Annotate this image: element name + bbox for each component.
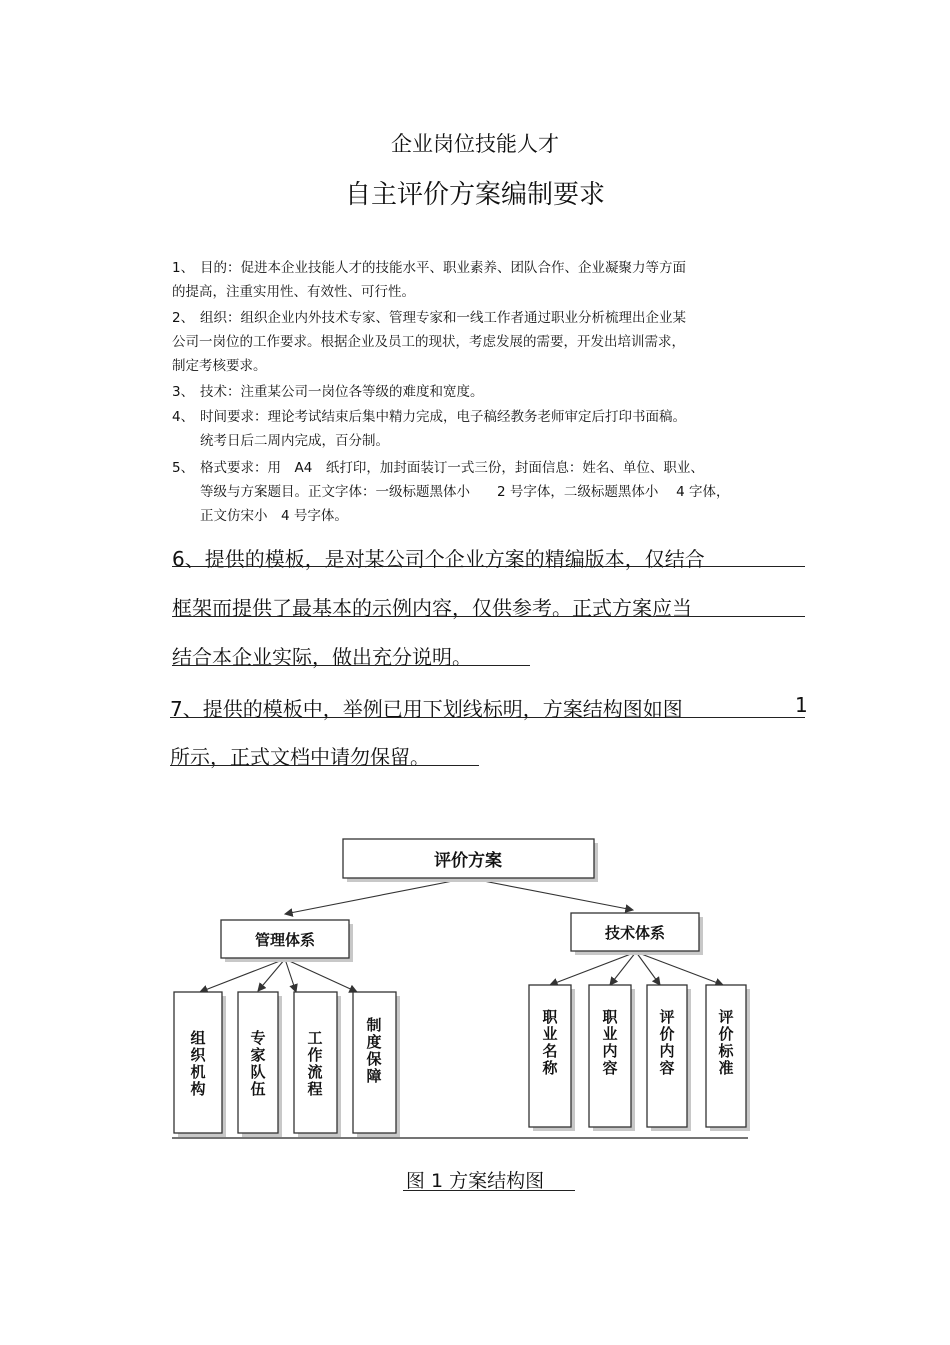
item-2-line-3: 制定考核要求。 — [172, 358, 267, 374]
item-1-line-2: 的提高，注重实用性、有效性、可行性。 — [172, 284, 415, 300]
diagram-root-label: 评价方案 — [434, 851, 502, 871]
connector-left-1 — [200, 959, 285, 992]
diagram-right-leaves — [529, 985, 750, 1131]
connector-right-4 — [636, 952, 723, 985]
item-2-line-2: 公司一岗位的工作要求。根据企业及员工的现状，考虑发展的需要，开发出培训需求， — [172, 334, 685, 350]
connector-left-4 — [285, 959, 357, 992]
para-7-line-2: 所示，正式文档中请勿保留。 — [170, 745, 430, 769]
leaf-right-1-label: 职业名称 — [542, 1008, 558, 1077]
connector-root-left — [285, 878, 468, 914]
leaf-right-3-label: 评价内容 — [659, 1008, 675, 1077]
connector-left-3 — [285, 959, 296, 992]
item-2-line-1: 2、 组织：组织企业内外技术专家、管理专家和一线工作者通过职业分析梳理出企业某 — [172, 310, 686, 326]
figure-caption-underline — [403, 1190, 575, 1191]
item-3-line-1: 3、 技术：注重某公司一岗位各等级的难度和宽度。 — [172, 384, 484, 400]
item-5-line-3: 正文仿宋小 4 号字体。 — [200, 508, 348, 524]
diagram-left-label: 管理体系 — [254, 931, 316, 949]
para-6-line-3: 结合本企业实际，做出充分说明。 — [172, 645, 472, 669]
leaf-left-4-label: 制度保障 — [366, 1016, 382, 1085]
diagram-root-box — [343, 839, 598, 882]
item-5-line-2: 等级与方案题目。正文字体：一级标题黑体小 2 号字体，二级标题黑体小 4 字体， — [200, 484, 730, 500]
para-6-line-2: 框架而提供了最基本的示例内容，仅供参考。正式方案应当 — [172, 596, 692, 620]
para-7-line-1: 7、提供的模板中，举例已用下划线标明，方案结构图如图 — [170, 697, 683, 721]
leaf-right-2-label: 职业内容 — [602, 1008, 618, 1077]
leaf-left-2-label: 专家队伍 — [250, 1029, 266, 1098]
diagram-right-box — [571, 913, 703, 955]
item-5-line-1: 5、 格式要求：用 A4 纸打印，加封面装订一式三份，封面信息：姓名、单位、职业、 — [172, 460, 704, 476]
figure-caption: 图 1 方案结构图 — [405, 1170, 545, 1192]
diagram-left-box — [221, 920, 353, 962]
item-1-line-1: 1、 目的：促进本企业技能人才的技能水平、职业素养、团队合作、企业凝聚力等方面 — [172, 260, 686, 276]
leaf-right-4-label: 评价标准 — [718, 1008, 734, 1077]
item-4-line-1: 4、 时间要求：理论考试结束后集中精力完成，电子稿经教务老师审定后打印书面稿。 — [172, 409, 686, 425]
para-7-figure-number: 1 — [795, 693, 808, 717]
title-line-1: 企业岗位技能人才 — [391, 132, 559, 156]
diagram-right-label: 技术体系 — [604, 924, 666, 942]
title-line-2: 自主评价方案编制要求 — [344, 180, 605, 210]
para-6-line-1: 6、提供的模板，是对某公司个企业方案的精编版本，仅结合 — [172, 547, 705, 571]
connector-root-right — [468, 878, 633, 910]
item-4-line-2: 统考日后二周内完成，百分制。 — [200, 433, 389, 449]
leaf-left-1-label: 组织机构 — [190, 1029, 206, 1098]
leaf-left-3-label: 工作流程 — [307, 1029, 323, 1098]
